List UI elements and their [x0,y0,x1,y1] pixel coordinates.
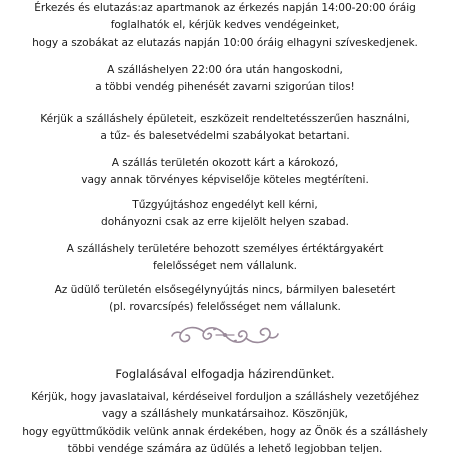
rule-line: hogy a szobákat az elutazás napján 10:00 óráig elhagyni szíveskedjenek. [32,36,418,49]
acceptance-heading: Foglalásával elfogadja házirendünket. [115,367,335,381]
scroll-flourish-icon [170,322,280,348]
rule-line: Tűzgyújtáshoz engedélyt kell kérni, [132,199,318,211]
rule-proper-use [0,111,450,146]
closing-line: hogy együttműködik velünk annak érdekében, hogy az Önök és a szálláshely [22,425,428,438]
rule-line: Az üdülő területén elsősegélynyújtás nincs, bármilyen balesetért [54,284,396,296]
rule-quiet-hours [0,62,450,97]
closing-line: vagy a szálláshely munkatársaihoz. Köszönjük, [102,408,348,421]
rule-line: Kérjük a szálláshely épületeit, eszközeit rendeltetésszerűen használni, [40,113,410,125]
rule-line: A szálláshelyen 22:00 óra után hangoskodni, [107,64,343,76]
closing-line: többi vendége számára az üdülés a lehető legjobban teljen. [67,443,383,456]
rule-line: (pl. rovarcsípés) felelősséget nem vállalunk. [109,301,341,314]
rule-line: felelősséget nem vállalunk. [152,260,298,273]
rule-arrival-departure [0,0,450,52]
rule-damage [0,155,450,190]
rule-line: A szálláshely területére behozott személyes értéktárgyakért [66,243,384,255]
closing-paragraph [0,389,450,459]
rule-line: a tűz- és balesetvédelmi szabályokat betartani. [100,130,350,143]
rule-line: foglalhatók el, kérjük kedves vendégeinket, [110,19,340,32]
rule-first-aid [0,282,450,317]
rule-line: a többi vendég pihenését zavarni szigorúan tilos! [95,81,355,94]
rule-fire-smoking [0,197,450,232]
rule-line: A szállás területén okozott kárt a károkozó, [111,157,339,169]
rule-valuables [0,241,450,276]
rule-line: dohányozni csak az erre kijelölt helyen szabad. [101,216,349,229]
closing-line: Kérjük, hogy javaslataival, kérdéseivel forduljon a szálláshely vezetőjéhez [31,391,419,403]
rule-line: Érkezés és elutazás:az apartmanok az érkezés napján 14:00-20:00 óráig [34,2,416,14]
rule-line: vagy annak törvényes képviselője köteles megtéríteni. [81,174,369,187]
